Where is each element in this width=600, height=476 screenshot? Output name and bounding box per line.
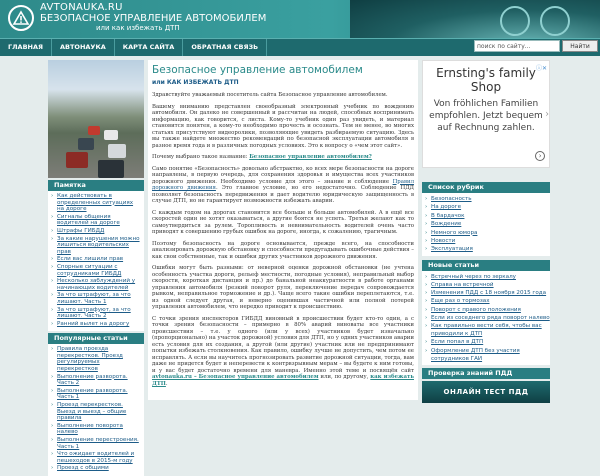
intro-paragraph: Вашему вниманию представлен своеобразный электронный учебник по вождению автомобиля. Он далеко не совершенный и рассчитан на людей, способных воспринимать информацию, как говорится, с листа. Кому-то учебник один раз увидеть, и материал становится понятен, а кому-то необходимо прочесть и осознать. Тем не менее, во многих статьях присутствуют видеоролики, позволяющие увидеть разбираемую ситуацию. Здесь вы также найдете множество рекомендаций по безопасной эксплуатации автомобиля в разное время года и в различных погодных условиях. Это к вопросу о «чем этот сайт».: [152, 103, 414, 149]
memo-item[interactable]: › Несколько заблуждений у начинающих водителей: [48, 278, 144, 292]
right-sidebar: [422, 60, 550, 400]
site-header: [0, 0, 600, 38]
rubric-item[interactable]: › Безопасность: [422, 195, 550, 203]
ad-next-icon[interactable]: ›: [545, 109, 549, 120]
analysis-paragraph: Поэтому безопасность на дороге основывается, прежде всего, на способности анализировать дорожную обстановку и способности предугадывать ошибочные действия – как свои собственные, так и ошибки других участников дорожного движения.: [152, 240, 414, 260]
tachometer-icon: [540, 6, 570, 36]
memo-item[interactable]: › Штрафы ГИБДД: [48, 228, 144, 236]
rubric-item[interactable]: › В бардачок: [422, 212, 550, 220]
popular-item[interactable]: › Выполнение разворота. Часть 1: [48, 388, 144, 402]
memo-item[interactable]: › За что штрафуют, за что лишают. Часть 1: [48, 292, 144, 306]
news-item[interactable]: › Оформление ДТП без участия сотрудников ГАИ: [422, 347, 550, 363]
ad-title[interactable]: Ernsting's family Shop: [436, 66, 536, 94]
advertisement[interactable]: [422, 60, 550, 168]
inspectors-paragraph: [152, 316, 414, 388]
news-item[interactable]: › Изменения ПДД с 18 ноября 2015 года: [422, 289, 550, 297]
search-button[interactable]: Найти: [562, 40, 598, 52]
triangle-warning-icon: [13, 10, 29, 26]
dashboard-header-image: [350, 0, 600, 38]
popular-list: [48, 344, 144, 476]
avoid-accident-link[interactable]: как избежать ДТП: [152, 374, 414, 387]
article-title: Безопасное управление автомобилем: [152, 64, 363, 76]
test-heading: Проверка знаний ПДД: [422, 368, 550, 379]
news-list: [422, 271, 550, 365]
popular-item[interactable]: › Проезд с общими: [48, 465, 144, 473]
inspectors-text-c: .: [165, 380, 168, 387]
inspectors-text-b: или, по другому,: [318, 374, 371, 380]
safety-text-b: . Это главное условие, но его недостаточно. Соблюдение ПДД позволяет безопасность передвижения и дает водителю юридическую защищенность в случае ДТП, но не гарантирует возможности избежать аварии.: [152, 185, 414, 204]
safety-text-a: Само понятие «Безопасность» довольно абстрактно, ко всех мере безопасности на дороге направлены, в первую очередь, для сохранения здоровья и имущества всех участников дорожного движения. Необходимо условие для этого – знание и соблюдение: [152, 165, 414, 185]
news-item[interactable]: › Встречный через по зеркалу: [422, 273, 550, 281]
rubric-item[interactable]: › Вождение: [422, 220, 550, 228]
memo-heading: Памятка: [48, 180, 144, 191]
site-name-link[interactable]: Безопасное управление автомобилем?: [249, 154, 372, 160]
site-tagline: или как избежать ДТП: [96, 24, 180, 32]
memo-list: [48, 191, 144, 331]
name-question-paragraph: [152, 154, 414, 161]
online-test-banner[interactable]: ОНЛАЙН ТЕСТ ПДД: [422, 381, 550, 403]
speedometer-icon: [500, 6, 530, 36]
memo-item[interactable]: › Сигналы общения водителей на дороге: [48, 214, 144, 228]
news-item[interactable]: › Поворот с правого положения: [422, 306, 550, 314]
news-item[interactable]: › Если из соседнего ряда поворот налево: [422, 314, 550, 322]
page-gutter-left: [0, 56, 48, 400]
rubrics-list: [422, 193, 550, 256]
news-heading: Новые статьи: [422, 260, 550, 271]
ad-info-icon[interactable]: ⓘ✕: [535, 65, 547, 72]
news-item[interactable]: › Если попал в ДТП: [422, 338, 550, 346]
news-item[interactable]: › Еще раз о тормозах: [422, 297, 550, 305]
nav-sitemap[interactable]: КАРТА САЙТА: [115, 39, 184, 56]
greeting-paragraph: Здравствуйте уважаемый посетитель сайта Безопасное управление автомобилем.: [152, 92, 388, 98]
site-subtitle: БЕЗОПАСНОЕ УПРАВЛЕНИЕ АВТОМОБИЛЕМ: [40, 13, 267, 24]
site-logo[interactable]: [8, 5, 34, 31]
traffic-rules-link[interactable]: Правил дорожного движения: [152, 178, 414, 191]
news-item[interactable]: › Как правильно вести себя, чтобы вас приводили к ДТП: [422, 322, 550, 338]
rubric-item[interactable]: › Новости: [422, 237, 550, 245]
popular-item[interactable]: › Проезд перекрестков. Выезд и выезд – общие правила: [48, 402, 144, 423]
memo-item[interactable]: › За какие нарушения можно лишиться водительских прав: [48, 236, 144, 257]
rubric-item[interactable]: › На дороге: [422, 203, 550, 211]
nav-feedback[interactable]: ОБРАТНАЯ СВЯЗЬ: [183, 39, 267, 56]
news-item[interactable]: › Справа на встречной: [422, 281, 550, 289]
popular-item[interactable]: › Выполнение разворота. Часть 2: [48, 374, 144, 388]
popular-item[interactable]: › Что ожидает водителей и пешеходов в 2015-м году: [48, 451, 144, 465]
left-sidebar: [48, 60, 144, 472]
article-subtitle: или КАК ИЗБЕЖАТЬ ДТП: [152, 79, 239, 86]
ad-open-icon[interactable]: ›: [535, 151, 545, 161]
site-title[interactable]: AVTONAUKA.RU: [40, 2, 123, 13]
search-input[interactable]: [474, 40, 560, 52]
avtonauka-link[interactable]: avtonauka.ru – Безопасное управление автомобилем: [152, 374, 319, 380]
name-question-text: Почему выбрано такое название:: [152, 154, 250, 160]
cars-paragraph: С каждым годом на дорогах становится все больше и больше автомобилей. А в ещё все скоростей один не хотят оказываться, а другие боятся не успеть. Третьи желают как то самоутвердиться за рулем. Торопливость и невнимательность водителей очень часто приводят к совершению грубых ошибок на дороге, иногда, к сожалению, трагичным.: [152, 209, 414, 235]
nav-avtonauka[interactable]: АВТОНАУКА: [52, 39, 115, 56]
page-gutter-right: [550, 56, 600, 400]
popular-item[interactable]: › Правила проезда перекрестков. Проезд регулируемых перекрестков: [48, 346, 144, 373]
main-content: [148, 60, 418, 400]
popular-heading: Популярные статьи: [48, 333, 144, 344]
inspectors-text-a: С точки зрения инспекторов ГИБДД виновный в происшествии будет кто-то один, а с точки зрения безопасности – примерно в 80% аварий виноваты все участники происшествия – т.е. у одного (или у всех) участников будет изначально (пропорционально) на участок дорожной) условия для ДТП, но у одних участников аварии есть условия для их создания, а другой (или другие) участник или не предпринимают попытки избежать столкновения. Как правило, ошибку лучше не допустить, чем потом ее исправлять. А если вы научитесь прогнозировать развитие дорожной ситуации, тогда, вам даже не придется будет и неперевести к контрвзрывным мерам – вы будете к ним готовы, и у вас будет достаточно времени для маневра. Именно этой теме и посвящён сайт: [152, 315, 414, 374]
rubric-item[interactable]: › Немного юмора: [422, 229, 550, 237]
memo-item[interactable]: › Спорные ситуации с сотрудниками ГИБДД: [48, 264, 144, 278]
popular-item[interactable]: › Выполнение перестроения. Часть 1: [48, 437, 144, 451]
memo-item[interactable]: › За что штрафуют, за что лишают. Часть 2: [48, 307, 144, 321]
memo-item[interactable]: › Если вас лишили прав: [48, 256, 144, 264]
rubrics-heading: Список рубрик: [422, 182, 550, 193]
ad-text[interactable]: Von fröhlichen Familien empfohlen. Jetzt bequem auf Rechnung zahlen.: [429, 99, 543, 133]
mistakes-paragraph: Ошибки могут быть разными: от неверной оценки дорожной обстановки (не учтена особенность участка дороги, рельеф местности, погодные условия), неправильный выбор скорости, короткая дистанция и пр.) до банальной неаккуратности в работе органами управления автомобиля (резкий поворот руля, переключение передач сопровождается рывком, неправильное торможение и др.). Чаще всего такие ошибки переплетаются, т.е. из одной следует другая, и неверно оценившая частичной или полной потерей управления автомобилем, что нередко приводит к происшествию.: [152, 265, 414, 310]
safety-paragraph: [152, 166, 414, 205]
memo-item[interactable]: › Как действовать в определенных ситуациях на дороге: [48, 193, 144, 214]
traffic-jam-photo: [48, 60, 144, 178]
nav-home[interactable]: ГЛАВНАЯ: [0, 39, 52, 56]
popular-item[interactable]: › Выполнение поворота налево: [48, 423, 144, 437]
memo-item[interactable]: › Ранний вылет на дорогу: [48, 321, 144, 329]
rubric-item[interactable]: › Эксплуатация: [422, 245, 550, 253]
